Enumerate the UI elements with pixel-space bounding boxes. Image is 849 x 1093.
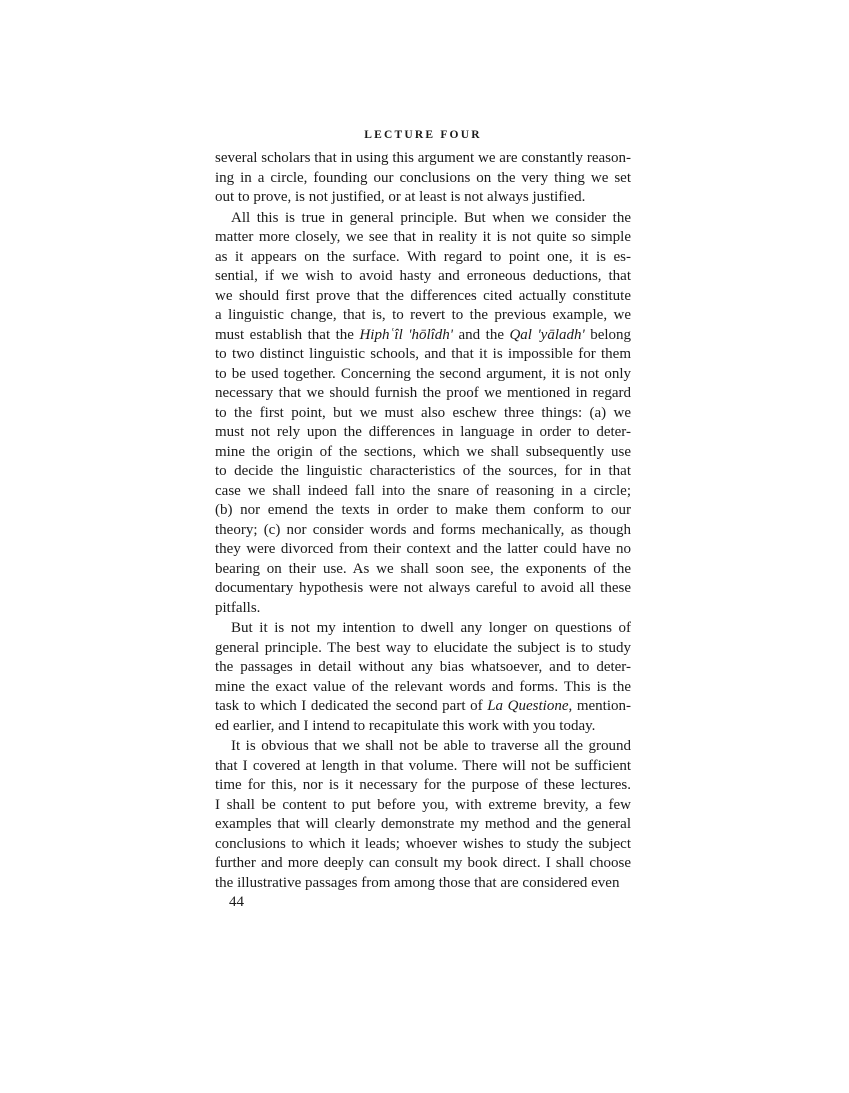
text-line: that I covered at length in that volume. There will not be sufficient bbox=[215, 757, 631, 774]
text-line: the illustrative passages from among those that are considered even bbox=[215, 874, 620, 891]
text-line bbox=[215, 326, 631, 346]
text-line: examples that will clearly demonstrate my method and the general bbox=[215, 816, 631, 832]
text-line: I shall be content to put before you, with extreme brevity, a few bbox=[215, 796, 631, 813]
text-line: mine the exact value of the relevant words and forms. This is the bbox=[215, 678, 631, 695]
text-line: the passages in detail without any bias whatsoever, and to deter- bbox=[215, 659, 631, 675]
text-line: documentary hypothesis were not always careful to avoid all these bbox=[215, 580, 631, 596]
text-line: ing in a circle, founding our conclusions on the very thing we set bbox=[215, 169, 631, 186]
text-line: further and more deeply can consult my book direct. I shall choose bbox=[215, 855, 631, 871]
paragraph bbox=[215, 149, 631, 208]
text-line: must not rely upon the differences in language in order to deter- bbox=[215, 424, 631, 440]
page-body bbox=[215, 128, 631, 893]
text-fragment: must establish that the bbox=[215, 326, 360, 343]
text-fragment: and the bbox=[453, 326, 510, 343]
text-line: sential, if we wish to avoid hasty and erroneous deductions, that bbox=[215, 268, 631, 284]
text-line: mine the origin of the sections, which we shall subsequently use bbox=[215, 443, 631, 460]
text-line: to be used together. Concerning the second argument, it is not only bbox=[215, 365, 631, 382]
running-head: LECTURE FOUR bbox=[364, 129, 482, 141]
italic-term: Qal 'yāladh' bbox=[509, 326, 585, 343]
text-line: necessary that we should furnish the proof we mentioned in regard bbox=[215, 385, 631, 401]
text-line: to two distinct linguistic schools, and that it is impossible for them bbox=[215, 346, 631, 362]
text-fragment: task to which I dedicated the second part of bbox=[215, 698, 488, 714]
text-line: general principle. The best way to elucidate the subject is to study bbox=[215, 639, 631, 656]
text-line: theory; (c) nor consider words and forms mechanically, as though bbox=[215, 521, 631, 538]
text-line: time for this, nor is it necessary for the purpose of these lectures. bbox=[215, 777, 631, 793]
text-line: to decide the linguistic characteristics of the sources, for in that bbox=[215, 463, 631, 479]
page-number: 44 bbox=[229, 894, 244, 910]
text-line: All this is true in general principle. But when we consider the bbox=[231, 209, 631, 226]
text-line: conclusions to which it leads; whoever wishes to study the subject bbox=[215, 835, 631, 852]
text-block bbox=[215, 149, 631, 893]
text-line: several scholars that in using this argument we are constantly reason- bbox=[215, 150, 631, 166]
text-line: ed earlier, and I intend to recapitulate this work with you today. bbox=[215, 717, 596, 734]
text-line bbox=[215, 697, 631, 717]
text-line: pitfalls. bbox=[215, 599, 261, 616]
text-line: as it appears on the surface. With regard to point one, it is es- bbox=[215, 248, 631, 265]
text-line: they were divorced from their context and the latter could have no bbox=[215, 541, 631, 557]
text-line: matter more closely, we see that in reality it is not quite so simple bbox=[215, 229, 631, 245]
paragraph bbox=[215, 737, 631, 893]
text-fragment: , mention- bbox=[568, 698, 631, 714]
paragraph bbox=[215, 209, 631, 619]
italic-term: Hiphʿîl 'hōlîdh' bbox=[359, 326, 454, 343]
text-line: It is obvious that we shall not be able to traverse all the ground bbox=[231, 738, 631, 754]
text-line: to the first point, but we must also eschew three things: (a) we bbox=[215, 404, 631, 421]
paragraph bbox=[215, 619, 631, 736]
text-line: bearing on their use. As we shall soon see, the exponents of the bbox=[215, 560, 631, 577]
italic-term: La Questione bbox=[487, 698, 569, 714]
text-line: we should first prove that the differences cited actually constitute bbox=[215, 287, 631, 304]
text-line: (b) nor emend the texts in order to make them conform to our bbox=[215, 502, 631, 518]
text-fragment: belong bbox=[584, 326, 631, 343]
text-line: a linguistic change, that is, to revert to the previous example, we bbox=[215, 307, 631, 323]
text-line: out to prove, is not justified, or at least is not always justified. bbox=[215, 189, 586, 205]
text-line: case we shall indeed fall into the snare of reasoning in a circle; bbox=[215, 482, 631, 499]
text-line: But it is not my intention to dwell any longer on questions of bbox=[231, 620, 631, 636]
